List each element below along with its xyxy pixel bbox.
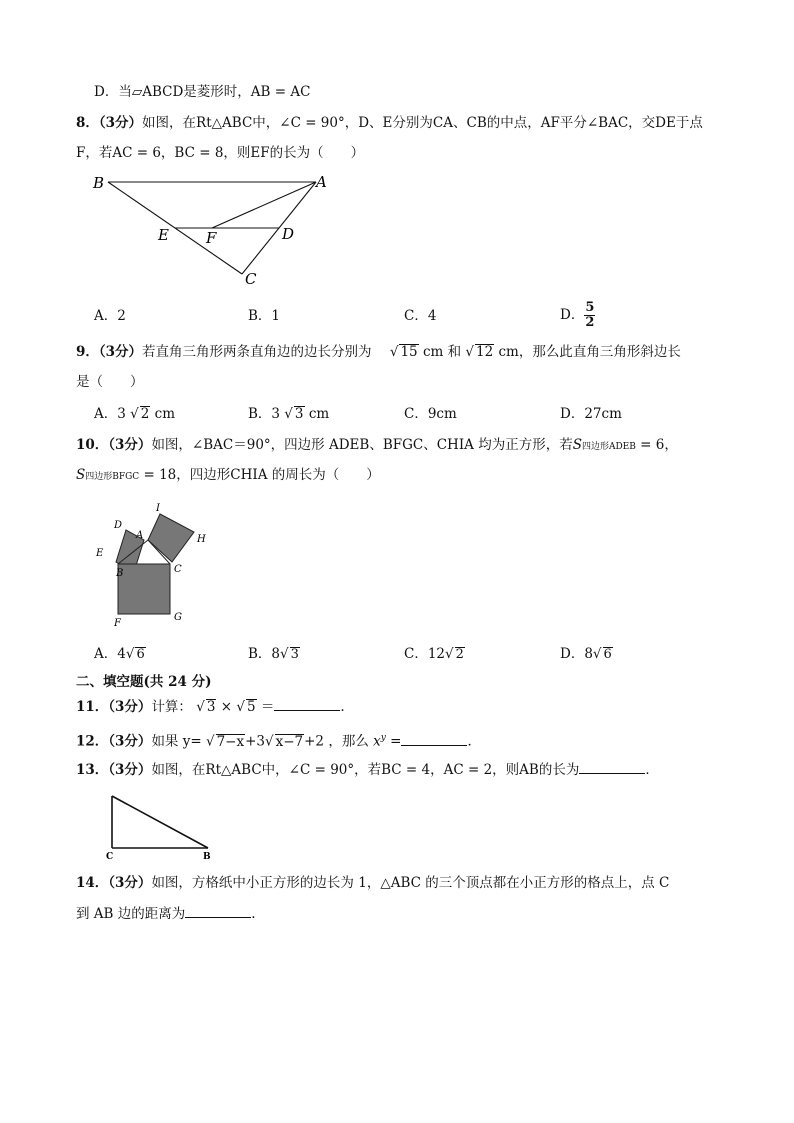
q10-option-b-radicand: 3 xyxy=(290,647,299,662)
q10-label-f: F xyxy=(114,618,121,629)
q11-end: . xyxy=(340,699,345,715)
q9-text1c: cm，那么此直角三角形斜边长 xyxy=(498,344,681,360)
q9-number: 9．（3分） xyxy=(76,344,143,360)
q10-option-b: B．8√ 3 xyxy=(248,646,299,662)
q8-stem-line2 xyxy=(76,143,734,163)
q8-option-a xyxy=(94,306,126,326)
q8-stem-line1 xyxy=(76,113,734,133)
q9-option-d xyxy=(560,404,622,424)
q10-label-h: H xyxy=(197,534,206,545)
q10-option-d: D．8√ 6 xyxy=(560,646,612,662)
q10-label-e: E xyxy=(96,548,104,559)
q9-option-b: B．3 √ 3 cm xyxy=(248,406,330,422)
q9-text2: 是（ ） xyxy=(76,374,144,390)
q12-stem: 12．（3分）如果 y= √ 7−x+3√ x−7+2 ，那么 $x^y$ = ． xyxy=(76,728,734,752)
q13-label-c: C xyxy=(106,852,114,862)
q11-answer-blank[interactable] xyxy=(274,696,340,711)
q9-option-b-prefix: B．3 xyxy=(248,406,281,422)
q12-power-base: x xyxy=(373,733,381,750)
q8-label-e: E xyxy=(158,226,169,244)
q13-end: ． xyxy=(645,762,659,778)
q12-radicand-2: x−7 xyxy=(275,733,304,750)
q13-stem xyxy=(76,759,734,780)
q9-option-b-radicand: 3 xyxy=(294,406,304,422)
q10-option-a-prefix: A．4 xyxy=(94,646,126,662)
q14-text1: 如图，方格纸中小正方形的边长为 1，△ABC 的三个顶点都在小正方形的格点上，点 C xyxy=(151,875,670,891)
q8-option-b-text: B．1 xyxy=(248,308,281,324)
q8-label-c: C xyxy=(245,270,257,288)
q7-option-d xyxy=(94,82,734,102)
q11-times: × xyxy=(220,699,233,715)
q10-number: 10．（3分） xyxy=(76,437,152,453)
q10-label-a: A xyxy=(136,530,144,541)
q8-label-d: D xyxy=(282,225,295,243)
q12-number: 12．（3分） xyxy=(76,733,152,750)
q12-answer-blank[interactable] xyxy=(401,731,467,746)
q12-radicand-1: 7−x xyxy=(216,733,245,750)
q12-mid: +3 xyxy=(245,733,265,750)
q8-text2: F，若AC = 6，BC = 8，则EF的长为（ ） xyxy=(76,145,365,161)
q9-option-a-unit: cm xyxy=(154,406,176,422)
q10-label-d: D xyxy=(114,520,123,531)
q12-power-exponent: y xyxy=(380,733,386,743)
section-title-fill-blank: 二、填空题(共 24 分) xyxy=(76,674,212,690)
q10-label-i: I xyxy=(156,503,160,514)
q10-option-d-radicand: 6 xyxy=(603,647,612,662)
q10-label-g: G xyxy=(174,612,182,623)
q11-stem: 11．（3分）计算： √ 3 × √ 5 ＝ . xyxy=(76,696,734,717)
q9-option-c xyxy=(404,404,457,424)
q10-label-b: B xyxy=(116,568,124,579)
q14-answer-blank[interactable] xyxy=(185,903,251,918)
q10-stem-line2 xyxy=(76,465,734,487)
q10-label-c: C xyxy=(174,564,182,575)
q12-text: 如果 y= xyxy=(151,733,202,750)
q11-number: 11．（3分） xyxy=(76,699,152,715)
q10-text1: 如图，∠BAC＝90°，四边形 ADEB、BFGC、CHIA 均为正方形，若 xyxy=(151,437,573,453)
q10-area-sub-2: 四边形BFGC xyxy=(85,472,140,482)
q11-radicand-2: 5 xyxy=(246,699,256,715)
q9-option-b-unit: cm xyxy=(308,406,330,422)
q8-text1: 如图，在Rt△ABC中，∠C = 90°，D、E分别为CA、CB的中点，AF平分∠BAC，交DE于点 xyxy=(142,115,703,131)
q8-option-a-text: A．2 xyxy=(94,308,126,324)
q10-option-a: A．4√ 6 xyxy=(94,646,145,662)
q13-text: 如图，在Rt△ABC中，∠C = 90°，若BC = 4，AC = 2，则AB的长为 xyxy=(151,762,580,778)
q10-area-symbol-2: S xyxy=(76,467,86,483)
q12-end: ． xyxy=(467,733,481,750)
q10-option-b-prefix: B．8 xyxy=(248,646,281,662)
q10-area-sub-1: 四边形ADEB xyxy=(581,442,636,452)
q10-figure xyxy=(90,500,220,630)
q8-number: 8．（3分） xyxy=(76,115,143,131)
q8-option-c xyxy=(404,306,436,326)
q9-radicand-2: 12 xyxy=(476,344,494,360)
q9-stem-line2 xyxy=(76,372,734,392)
q7-option-d-text: D．当▱ABCD是菱形时，AB = AC xyxy=(94,84,311,100)
q8-label-a: A xyxy=(316,173,327,191)
q13-figure xyxy=(96,786,226,862)
q10-option-c-prefix: C．12 xyxy=(404,646,446,662)
q10-area-val-1: = 6， xyxy=(635,437,678,453)
q11-equals: ＝ xyxy=(260,699,275,715)
q13-label-b: B xyxy=(203,852,211,862)
q8-label-b: B xyxy=(93,174,105,192)
q10-stem-line1 xyxy=(76,435,734,457)
q13-answer-blank[interactable] xyxy=(579,759,645,774)
q9-text1b: cm 和 xyxy=(422,344,462,360)
q12-equals: = xyxy=(390,733,402,750)
q13-number: 13．（3分） xyxy=(76,762,152,778)
q8-option-b xyxy=(248,306,280,326)
q8-option-d-prefix: D． xyxy=(560,307,585,323)
q10-option-a-radicand: 6 xyxy=(136,647,145,662)
q10-option-d-prefix: D．8 xyxy=(560,646,593,662)
q14-number: 14．（3分） xyxy=(76,875,152,891)
q11-text: 计算： xyxy=(151,699,192,715)
q9-stem-line1: 9．（3分）若直角三角形两条直角边的边长分别为 √ 15 cm 和 √ 12 cm，那么此直角三角形斜边长 xyxy=(76,344,681,360)
q9-option-c-text: C．9cm xyxy=(404,406,457,422)
q10-option-c-radicand: 2 xyxy=(455,647,464,662)
q10-option-c: C．12√ 2 xyxy=(404,646,464,662)
q11-radicand-1: 3 xyxy=(206,699,216,715)
q9-option-a: A．3 √ 2 cm xyxy=(94,406,176,422)
q14-stem-line1 xyxy=(76,873,734,893)
q8-label-f: F xyxy=(206,229,217,247)
q8-fraction-denominator: 2 xyxy=(585,315,595,330)
q14-end: . xyxy=(251,906,256,922)
q10-area-val-2: = 18，四边形CHIA 的周长为（ ） xyxy=(139,467,380,483)
q9-option-a-prefix: A．3 xyxy=(94,406,126,422)
q8-option-d-fraction xyxy=(584,301,595,330)
q8-option-c-text: C．4 xyxy=(404,308,437,324)
q14-stem-line2 xyxy=(76,903,734,924)
q8-figure xyxy=(88,170,348,290)
q9-text1a: 若直角三角形两条直角边的边长分别为 xyxy=(142,344,372,360)
q9-option-a-radicand: 2 xyxy=(140,406,150,422)
q10-area-symbol-1: S xyxy=(572,437,582,453)
q8-fraction-numerator: 5 xyxy=(585,300,595,315)
q9-option-d-text: D．27cm xyxy=(560,406,622,422)
q8-option-d xyxy=(560,296,595,334)
q12-tail: +2 ，那么 xyxy=(304,733,369,750)
q9-radicand-1: 15 xyxy=(400,344,418,360)
q14-text2: 到 AB 边的距离为 xyxy=(76,906,186,922)
